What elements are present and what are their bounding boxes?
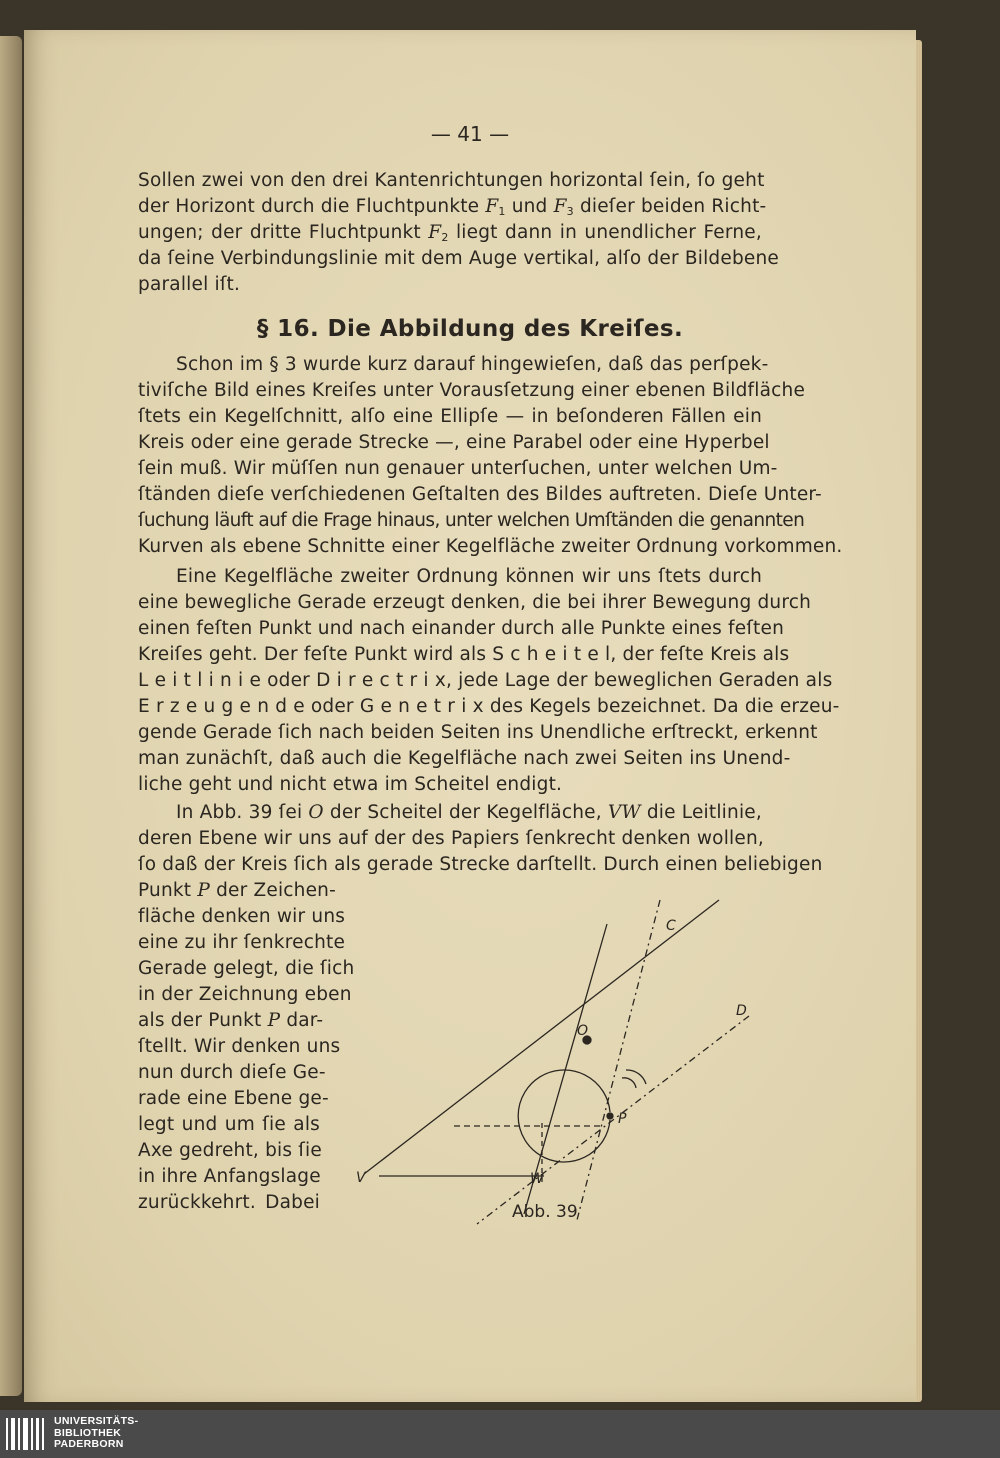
geometry-figure [344, 882, 764, 1227]
book-page [24, 30, 916, 1402]
math-var: F [553, 196, 567, 217]
text-line: eine zu ihr ſenkrechte [138, 932, 346, 953]
text-line: ſtellt. Wir denken uns [138, 1036, 341, 1057]
label-d: D [736, 1003, 747, 1019]
text-line: Kurven als ebene Schnitte einer Kegelfläche zweiter Ordnung vorkommen. [138, 536, 843, 557]
text-line: Gerade gelegt, die ſich [138, 958, 355, 979]
text-line: der Horizont durch die Fluchtpunkte $F_1$ und $F_3$ dieſer beiden Richt- [138, 196, 767, 218]
text-line: da ſeine Verbindungslinie mit dem Auge vertikal, alſo der Bildebene [138, 248, 779, 269]
point-p [607, 1113, 613, 1119]
text-line: Punkt P der Zeichen- [138, 880, 336, 901]
text-line: ſtets ein Kegelſchnitt, alſo eine Ellipſe — in beſonderen Fällen ein [138, 406, 762, 427]
text-line: parallel iſt. [138, 274, 241, 295]
section-heading: § 16. Die Abbildung des Kreiſes. [256, 316, 684, 342]
text-line: tiviſche Bild eines Kreiſes unter Vorausſetzung einer ebenen Bildfläche [138, 380, 806, 401]
text-line: ſtänden dieſe verſchiedenen Geſtalten des Bildes auftreten. Dieſe Unter- [138, 484, 822, 505]
page-number: — 41 — [430, 122, 510, 146]
library-name: UNIVERSITÄTS- BIBLIOTHEK PADERBORN [54, 1415, 139, 1450]
text-line: in ihre Anfangslage [138, 1166, 321, 1187]
label-p: P [618, 1111, 627, 1127]
text-line: als der Punkt P dar- [138, 1010, 324, 1031]
math-var: F [485, 196, 499, 217]
text-line: deren Ebene wir uns auf der des Papiers ſenkrecht denken wollen, [138, 828, 764, 849]
text-line: Kreis oder eine gerade Strecke —, eine Parabel oder eine Hyperbel [138, 432, 770, 453]
text-line: ſuchung läuft auf die Frage hinaus, unter welchen Umſtänden die genannten [138, 510, 805, 531]
right-angle-arc [626, 1070, 646, 1084]
text-line: ſein muß. Wir müſſen nun genauer unterſuchen, unter welchen Um- [138, 458, 778, 479]
label-v: V [356, 1170, 366, 1186]
text-line: ſo daß der Kreis ſich als gerade Strecke darſtellt. Durch einen beliebigen [138, 854, 823, 875]
library-logo-icon [6, 1416, 46, 1452]
text-line: rade eine Ebene ge- [138, 1088, 329, 1109]
math-var: O [308, 802, 324, 823]
text-line: legt und um ſie als [138, 1114, 320, 1135]
text-line: E r z e u g e n d e oder G e n e t r i x des Kegels bezeichnet. Da die erzeu- [138, 696, 840, 717]
text-line: gende Gerade ſich nach beiden Seiten ins Unendliche erſtreckt, erkennt [138, 722, 818, 743]
previous-page-edge [0, 36, 22, 1396]
text-line: in der Zeichnung eben [138, 984, 352, 1005]
label-o: O [577, 1023, 589, 1039]
right-angle-arc [622, 1078, 636, 1088]
text-line: liche geht und nicht etwa im Scheitel endigt. [138, 774, 563, 795]
text-line: Schon im § 3 wurde kurz darauf hingewieſen, daß das perſpek- [176, 354, 769, 375]
text-line: man zunächſt, daß auch die Kegelfläche nach zwei Seiten ins Unend- [138, 748, 791, 769]
rotation-arc [518, 1070, 610, 1162]
text-line: Eine Kegelfläche zweiter Ordnung können wir uns ſtets durch [176, 566, 762, 587]
figure-caption: Abb. 39 [512, 1202, 578, 1222]
text-line: L e i t l i n i e oder D i r e c t r i x, jede Lage der beweglichen Geraden als [138, 670, 833, 691]
label-w: W [530, 1171, 544, 1187]
text-line: zurückkehrt. Dabei [138, 1192, 320, 1213]
math-var: VW [607, 802, 641, 823]
math-var: P [267, 1010, 281, 1031]
math-var: P [197, 880, 210, 901]
text-line: einen feſten Punkt und nach einander durch alle Punkte eines feſten [138, 618, 784, 639]
text-line: Sollen zwei von den drei Kantenrichtungen horizontal ſein, ſo geht [138, 170, 765, 191]
text-line: Axe gedreht, bis ſie [138, 1140, 322, 1161]
text-line: nun durch dieſe Ge- [138, 1062, 326, 1083]
text-line: Kreiſes geht. Der feſte Punkt wird als S c h e i t e l, der feſte Kreis als [138, 644, 790, 665]
label-c: C [666, 918, 676, 934]
text-line: eine bewegliche Gerade erzeugt denken, die bei ihrer Bewegung durch [138, 592, 812, 613]
library-footer-bar [0, 1410, 1000, 1458]
text-line: ungen; der dritte Fluchtpunkt $F_2$ liegt dann in unendlicher Ferne, [138, 222, 762, 244]
text-line: In Abb. 39 ſei O der Scheitel der Kegelfläche, VW die Leitlinie, [176, 802, 762, 823]
math-var: F [428, 222, 442, 243]
dash-dot-line-c [577, 900, 660, 1220]
text-line: fläche denken wir uns [138, 906, 346, 927]
